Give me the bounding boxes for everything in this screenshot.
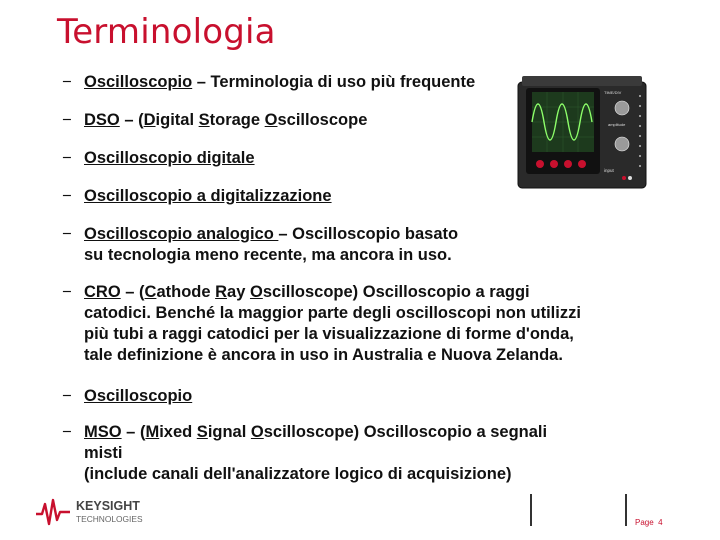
osc-label-amp: amplitude (608, 122, 626, 127)
bullet-line (84, 443, 123, 464)
footer-divider-right (625, 494, 627, 526)
text-run: ignal (207, 423, 251, 441)
footer-divider-left (530, 494, 532, 526)
bullet-line (84, 324, 574, 345)
page-number: 4 (658, 518, 663, 527)
bullet-line (84, 186, 332, 207)
underlined-text: R (215, 283, 228, 301)
text-run: più tubi a raggi catodici per la visualizzazione di forme d'onda, (84, 325, 574, 343)
osc-label-input: input (604, 168, 614, 173)
bullet-dash: − (62, 73, 72, 91)
logo-sub: TECHNOLOGIES (76, 514, 143, 524)
bullet-line (84, 464, 512, 485)
text-run: – ( (121, 423, 146, 441)
underlined-text: DSO (84, 111, 120, 129)
text-run: igital (155, 111, 199, 129)
text-run: scilloscope) Oscilloscopio a raggi (262, 283, 530, 301)
underlined-text: Oscilloscopio analogico (84, 225, 279, 243)
bullet-line (84, 345, 563, 366)
underlined-text: O (264, 111, 278, 129)
page-label (635, 518, 663, 527)
bullet-line (84, 148, 255, 169)
text-run: scilloscope) Oscilloscopio a segnali (263, 423, 548, 441)
osc-label-time: TIME/DIV (604, 90, 622, 95)
underlined-text: O (249, 283, 263, 301)
logo-name: KEYSIGHT (76, 499, 140, 513)
bullet-line (84, 245, 452, 266)
bullet-line (84, 386, 192, 407)
text-run: scilloscope (277, 111, 368, 129)
bullet-dash: − (62, 187, 72, 205)
text-run: (include canali dell'analizzatore logico di acquisizione) (84, 465, 512, 483)
text-run: misti (84, 444, 123, 462)
bullet-line (84, 422, 547, 443)
text-run: athode (156, 283, 216, 301)
underlined-text: M (145, 423, 160, 441)
underlined-text: Oscilloscopio digitale (84, 149, 255, 167)
bullet-line (84, 303, 581, 324)
text-run: – Terminologia di uso più frequente (192, 73, 476, 91)
bullet-line (84, 282, 530, 303)
bullet-line (84, 72, 475, 93)
text-run: – ( (119, 111, 144, 129)
bullet-dash: − (62, 149, 72, 167)
bullet-dash: − (62, 423, 72, 441)
page-title: Terminologia (57, 12, 276, 52)
underlined-text: D (143, 111, 156, 129)
bullet-line (84, 110, 367, 131)
text-run: catodici. Benché la maggior parte degli oscilloscopi non utilizzi (84, 304, 581, 322)
text-run: – ( (120, 283, 145, 301)
underlined-text: Oscilloscopio (84, 73, 193, 91)
text-run: ixed (159, 423, 197, 441)
text-run: ay (227, 283, 250, 301)
underlined-text: MSO (84, 423, 122, 441)
text-run: tale definizione è ancora in uso in Australia e Nuova Zelanda. (84, 346, 563, 364)
oscilloscope-image (516, 74, 648, 192)
underlined-text: S (196, 423, 208, 441)
underlined-text: O (250, 423, 264, 441)
underlined-text: Oscilloscopio (84, 387, 193, 405)
underlined-text: C (144, 283, 157, 301)
text-run: – Oscilloscopio basato (278, 225, 459, 243)
bullet-dash: − (62, 387, 72, 405)
bullet-line (84, 224, 458, 245)
page-word: Page (635, 518, 654, 527)
underlined-text: S (198, 111, 210, 129)
underlined-text: CRO (84, 283, 121, 301)
bullet-dash: − (62, 225, 72, 243)
keysight-logo (34, 494, 164, 533)
text-run: su tecnologia meno recente, ma ancora in uso. (84, 246, 452, 264)
bullet-dash: − (62, 111, 72, 129)
text-run: torage (209, 111, 265, 129)
bullet-dash: − (62, 283, 72, 301)
underlined-text: Oscilloscopio a digitalizzazione (84, 187, 332, 205)
